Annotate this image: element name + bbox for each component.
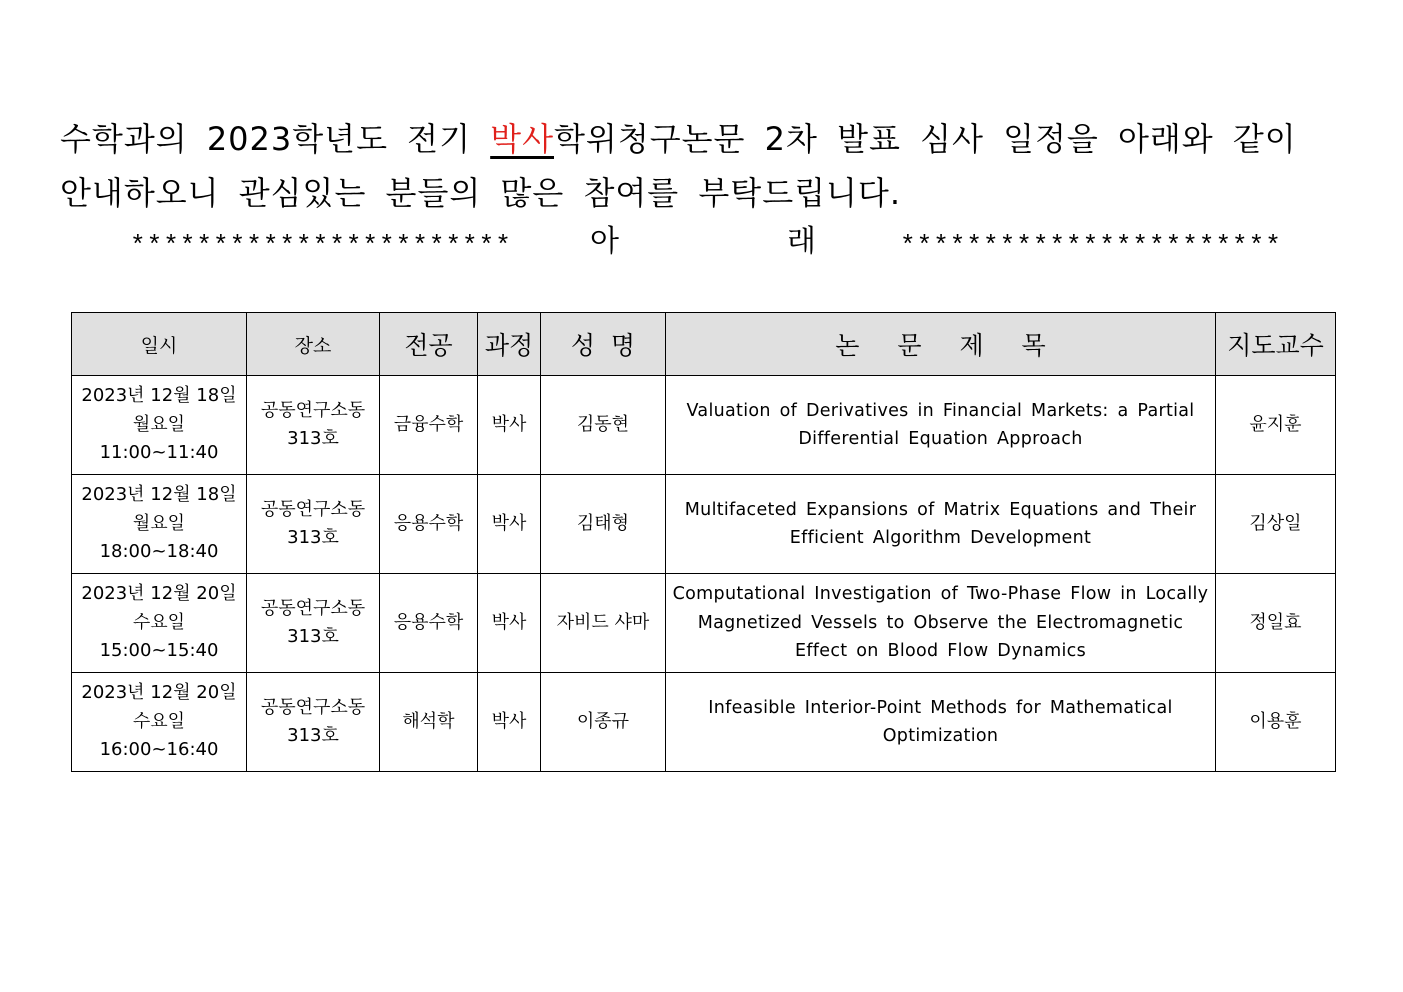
table-row [72, 376, 1336, 475]
banner-word-2: 래 [787, 224, 816, 259]
cell-major: 응용수학 [380, 574, 478, 673]
cell-datetime [72, 673, 247, 772]
cell-location [247, 376, 380, 475]
header-major: 전공 [380, 313, 478, 376]
cell-course: 박사 [478, 376, 541, 475]
cell-major: 해석학 [380, 673, 478, 772]
cell-thesis-title: Valuation of Derivatives in Financial Markets: a Partial Differential Equation Approach [666, 376, 1216, 475]
building: 공동연구소동 [260, 498, 366, 520]
cell-name: 이종규 [541, 673, 666, 772]
cell-course: 박사 [478, 475, 541, 574]
time: 16:00~16:40 [99, 739, 219, 761]
intro-text-end: 학위청구논문 2차 발표 심사 일정을 아래와 같이 안내하오니 관심있는 분들의 많은 참여를 부탁드립니다. [60, 120, 1297, 212]
cell-datetime [72, 574, 247, 673]
room: 313호 [287, 527, 339, 548]
cell-thesis-title: Computational Investigation of Two-Phase Flow in Locally Magnetized Vessels to Observe the Electromagnetic Effect on Blood Flow Dynamics [666, 574, 1216, 673]
banner-stars-left: *********************** [130, 231, 512, 261]
header-location: 장소 [247, 313, 380, 376]
table-row [72, 475, 1336, 574]
date: 2023년 12월 18일 [81, 385, 237, 407]
weekday: 수요일 [132, 710, 186, 732]
intro-text-start: 수학과의 2023학년도 전기 [60, 120, 491, 158]
notice-banner [130, 222, 1280, 262]
cell-location [247, 574, 380, 673]
date: 2023년 12월 20일 [81, 682, 237, 704]
cell-course: 박사 [478, 673, 541, 772]
header-advisor: 지도교수 [1216, 313, 1336, 376]
schedule-table [71, 312, 1336, 772]
cell-advisor: 이용훈 [1216, 673, 1336, 772]
weekday: 월요일 [132, 512, 186, 534]
header-course: 과정 [478, 313, 541, 376]
table-header-row [72, 313, 1336, 376]
building: 공동연구소동 [260, 399, 366, 421]
banner-word-1: 아 [590, 224, 619, 259]
date: 2023년 12월 18일 [81, 484, 237, 506]
cell-major: 응용수학 [380, 475, 478, 574]
cell-name: 김동현 [541, 376, 666, 475]
cell-location [247, 475, 380, 574]
intro-highlight-phd: 박사 [490, 120, 554, 158]
building: 공동연구소동 [260, 696, 366, 718]
intro-paragraph [60, 112, 1320, 220]
cell-location [247, 673, 380, 772]
room: 313호 [287, 725, 339, 746]
room: 313호 [287, 428, 339, 449]
cell-thesis-title: Infeasible Interior-Point Methods for Mathematical Optimization [666, 673, 1216, 772]
header-name: 성 명 [541, 313, 666, 376]
cell-advisor: 윤지훈 [1216, 376, 1336, 475]
date: 2023년 12월 20일 [81, 583, 237, 605]
cell-name: 김태형 [541, 475, 666, 574]
cell-advisor: 정일효 [1216, 574, 1336, 673]
cell-datetime [72, 376, 247, 475]
table-row [72, 574, 1336, 673]
time: 18:00~18:40 [99, 541, 219, 563]
time: 11:00~11:40 [99, 442, 219, 464]
cell-major: 금융수학 [380, 376, 478, 475]
banner-stars-right: *********************** [900, 231, 1282, 261]
cell-name: 자비드 샤마 [541, 574, 666, 673]
time: 15:00~15:40 [99, 640, 219, 662]
building: 공동연구소동 [260, 597, 366, 619]
table-row [72, 673, 1336, 772]
cell-advisor: 김상일 [1216, 475, 1336, 574]
weekday: 수요일 [132, 611, 186, 633]
header-thesis-title: 논 문 제 목 [666, 313, 1216, 376]
cell-course: 박사 [478, 574, 541, 673]
weekday: 월요일 [132, 413, 186, 435]
cell-datetime [72, 475, 247, 574]
header-datetime: 일시 [72, 313, 247, 376]
room: 313호 [287, 626, 339, 647]
cell-thesis-title: Multifaceted Expansions of Matrix Equations and Their Efficient Algorithm Development [666, 475, 1216, 574]
